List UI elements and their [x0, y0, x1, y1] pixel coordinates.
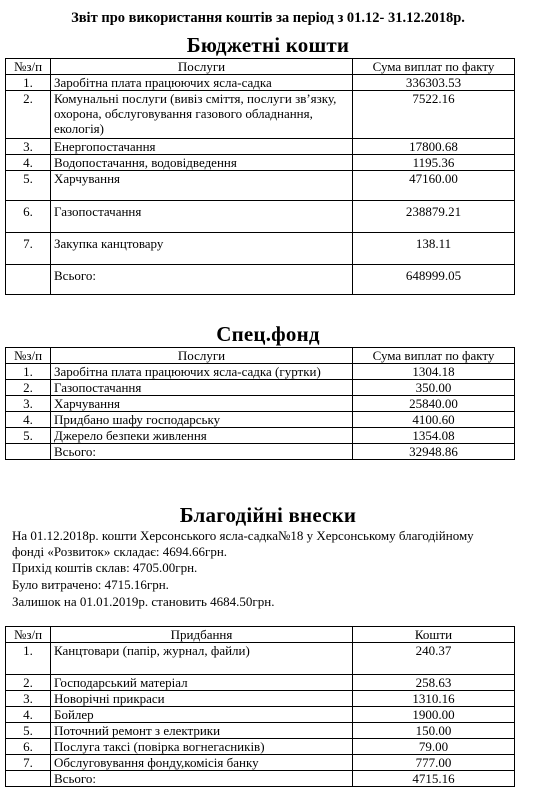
row-service: Газопостачання: [51, 380, 353, 396]
row-number: 2.: [6, 675, 51, 691]
table-total-row: [6, 265, 515, 295]
col-number-header: №з/п: [6, 59, 51, 75]
row-sum: 350.00: [353, 380, 515, 396]
total-sum: 4715.16: [353, 771, 515, 787]
row-item: Канцтовари (папір, журнал, файли): [51, 643, 353, 675]
row-number: [6, 444, 51, 460]
row-number: 3.: [6, 691, 51, 707]
row-service: Енергопостачання: [51, 139, 353, 155]
row-service: Водопостачання, водовідведення: [51, 155, 353, 171]
table-row: [6, 380, 515, 396]
row-number: 1.: [6, 364, 51, 380]
col-number-header: №з/п: [6, 627, 51, 643]
row-sum: 25840.00: [353, 396, 515, 412]
total-sum: 32948.86: [353, 444, 515, 460]
col-service-header: Послуги: [51, 348, 353, 364]
charity-table: [5, 626, 515, 787]
row-sum: 79.00: [353, 739, 515, 755]
col-number-header: №з/п: [6, 348, 51, 364]
row-service: Закупка канцтовару: [51, 233, 353, 265]
table-row: [6, 155, 515, 171]
table-row: [6, 201, 515, 233]
row-service: Заробітна плата працюючих ясла-садка (гуртки): [51, 364, 353, 380]
table-total-row: [6, 771, 515, 787]
row-sum: 150.00: [353, 723, 515, 739]
col-service-header: Послуги: [51, 59, 353, 75]
charity-text-line: Залишок на 01.01.2019р. становить 4684.50грн.: [12, 594, 275, 609]
row-number: 4.: [6, 707, 51, 723]
row-sum: 1310.16: [353, 691, 515, 707]
table-row: [6, 691, 515, 707]
table-row: [6, 643, 515, 675]
table-row: [6, 675, 515, 691]
row-sum: 1900.00: [353, 707, 515, 723]
row-item: Послуга таксі (повірка вогнегасників): [51, 739, 353, 755]
row-item: Господарський матеріал: [51, 675, 353, 691]
row-service: Джерело безпеки живлення: [51, 428, 353, 444]
row-service: Заробітна плата працюючих ясла-садка: [51, 75, 353, 91]
col-item-header: Придбання: [51, 627, 353, 643]
row-number: 5.: [6, 171, 51, 201]
row-service: Газопостачання: [51, 201, 353, 233]
col-sum-header: Сума виплат по факту: [353, 59, 515, 75]
row-item: Обслуговування фонду,комісія банку: [51, 755, 353, 771]
charity-text-line: Прихід коштів склав: 4705.00грн.: [12, 560, 198, 575]
row-service: Харчування: [51, 396, 353, 412]
charity-text-line: На 01.12.2018р. кошти Херсонського ясла-садка№18 у Херсонському благодійному: [12, 528, 474, 543]
row-sum: 777.00: [353, 755, 515, 771]
table-header-row: [6, 627, 515, 643]
total-label: Всього:: [51, 444, 353, 460]
row-sum: 336303.53: [353, 75, 515, 91]
charity-text-line: фонді «Розвиток» складає: 4694.66грн.: [12, 544, 228, 559]
row-number: 1.: [6, 643, 51, 675]
row-sum: 1354.08: [353, 428, 515, 444]
table-header-row: [6, 348, 515, 364]
table-row: [6, 233, 515, 265]
row-sum: 7522.16: [353, 91, 515, 139]
table-row: [6, 707, 515, 723]
row-sum: 4100.60: [353, 412, 515, 428]
row-number: 1.: [6, 75, 51, 91]
row-number: 3.: [6, 396, 51, 412]
row-number: 7.: [6, 755, 51, 771]
row-sum: 47160.00: [353, 171, 515, 201]
row-number: 6.: [6, 201, 51, 233]
charity-heading: Благодійні внески: [179, 503, 357, 527]
charity-text-line: Було витрачено: 4715.16грн.: [12, 577, 169, 592]
table-row: [6, 739, 515, 755]
col-sum-header: Кошти: [353, 627, 515, 643]
row-number: 5.: [6, 723, 51, 739]
table-row: [6, 364, 515, 380]
row-number: 2.: [6, 91, 51, 139]
row-number: 7.: [6, 233, 51, 265]
row-number: 4.: [6, 155, 51, 171]
row-number: [6, 265, 51, 295]
row-number: 6.: [6, 739, 51, 755]
row-sum: 138.11: [353, 233, 515, 265]
table-row: [6, 428, 515, 444]
table-row: [6, 171, 515, 201]
report-title: Звіт про використання коштів за період з 01.12- 31.12.2018р.: [71, 10, 465, 26]
budget-heading: Бюджетні кошти: [186, 33, 350, 57]
table-row: [6, 139, 515, 155]
row-item: Новорічні прикраси: [51, 691, 353, 707]
row-service: Придбано шафу господарську: [51, 412, 353, 428]
row-number: 3.: [6, 139, 51, 155]
row-sum: 17800.68: [353, 139, 515, 155]
table-row: [6, 755, 515, 771]
table-row: [6, 75, 515, 91]
row-number: 4.: [6, 412, 51, 428]
table-total-row: [6, 444, 515, 460]
table-row: [6, 396, 515, 412]
row-sum: 1304.18: [353, 364, 515, 380]
row-item: Поточний ремонт з електрики: [51, 723, 353, 739]
table-header-row: [6, 59, 515, 75]
row-number: [6, 771, 51, 787]
row-sum: 258.63: [353, 675, 515, 691]
row-number: 2.: [6, 380, 51, 396]
row-service: Харчування: [51, 171, 353, 201]
total-sum: 648999.05: [353, 265, 515, 295]
row-sum: 1195.36: [353, 155, 515, 171]
row-service: Комунальні послуги (вивіз сміття, послуги зв’язку, охорона, обслуговування газового обладнання, екологія): [51, 91, 353, 139]
row-sum: 240.37: [353, 643, 515, 675]
table-row: [6, 723, 515, 739]
col-sum-header: Сума виплат по факту: [353, 348, 515, 364]
row-sum: 238879.21: [353, 201, 515, 233]
table-row: [6, 412, 515, 428]
spec-heading: Спец.фонд: [216, 322, 320, 346]
spec-table: [5, 347, 515, 460]
budget-table: [5, 58, 515, 295]
row-item: Бойлер: [51, 707, 353, 723]
table-row: [6, 91, 515, 139]
total-label: Всього:: [51, 771, 353, 787]
total-label: Всього:: [51, 265, 353, 295]
row-number: 5.: [6, 428, 51, 444]
